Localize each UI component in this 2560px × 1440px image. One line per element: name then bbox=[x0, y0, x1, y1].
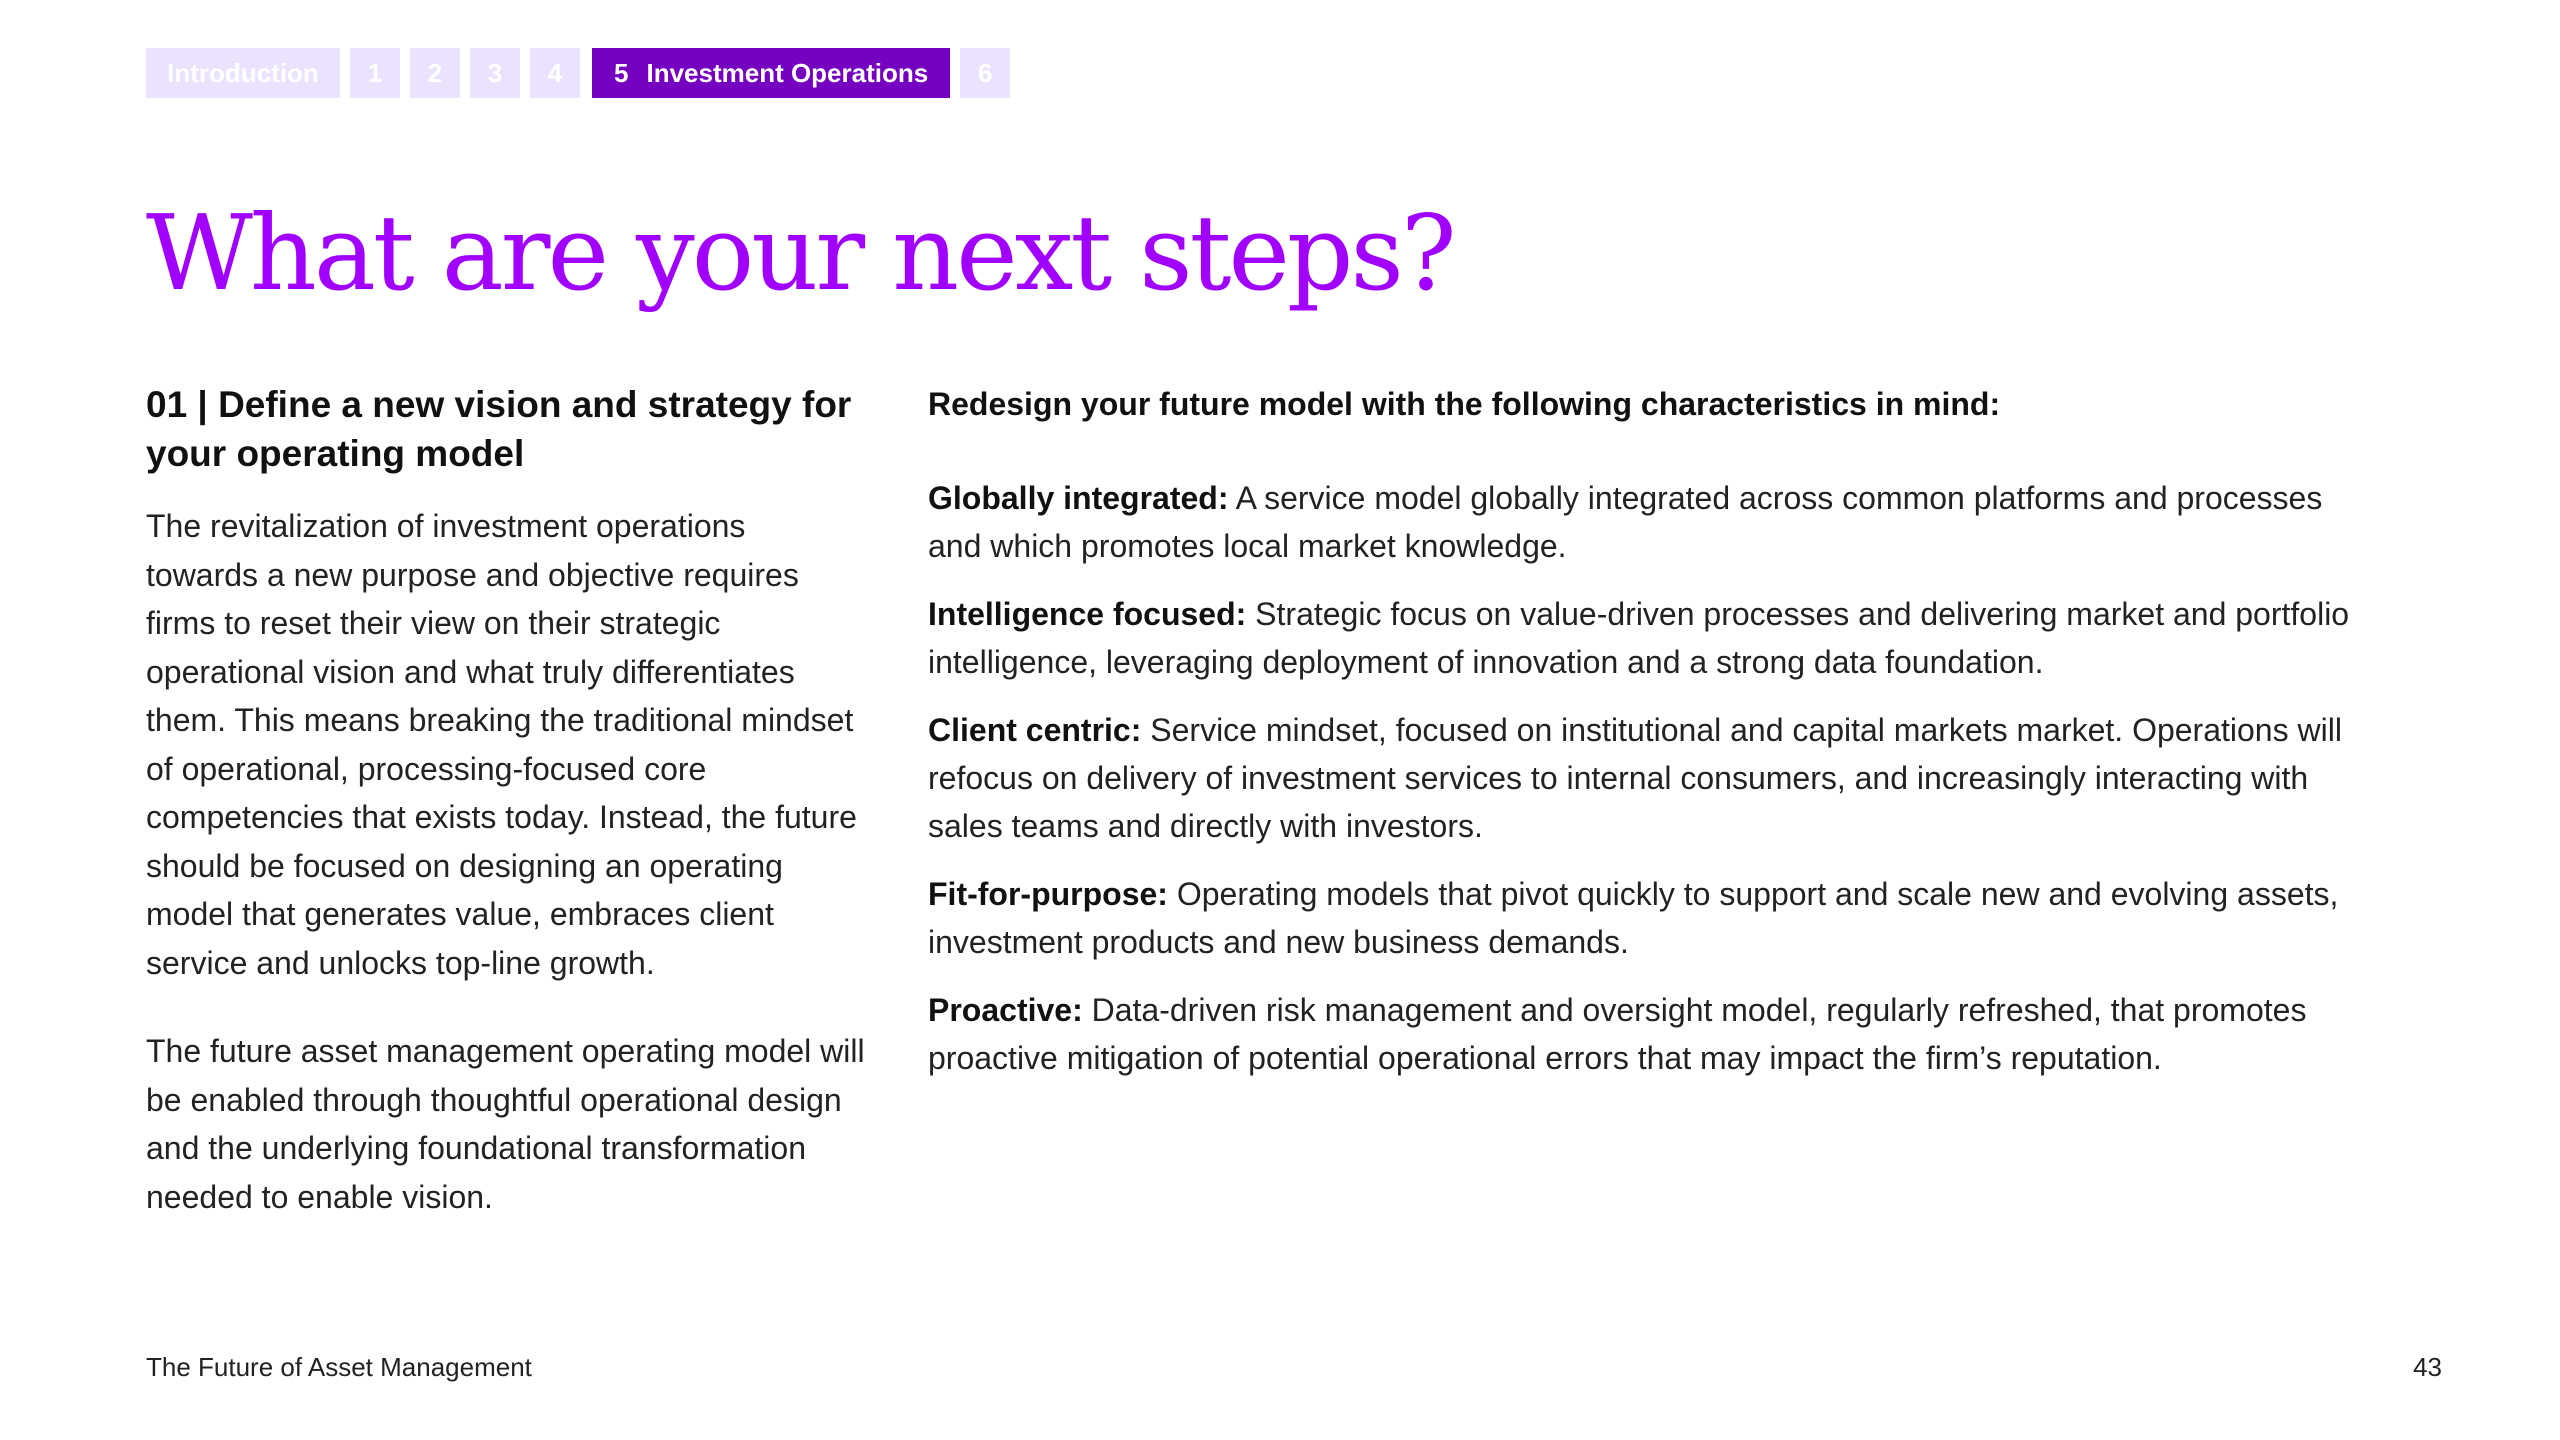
nav-tab-6[interactable]: 6 bbox=[960, 48, 1010, 98]
intro-paragraph: The revitalization of investment operations towards a new purpose and objective requires firms to reset their view on their strategic operational vision and what truly differentiates them. This means breaking the traditional mindset of operational, processing-focused core competencies that exists today. Instead, the future should be focused on designing an operating model that generates value, embraces client service and unlocks top-line growth. bbox=[146, 508, 857, 981]
nav-tab-2[interactable]: 2 bbox=[410, 48, 460, 98]
characteristic-text: Operating models that pivot quickly to support and scale new and evolving assets, investment products and new business demands. bbox=[928, 876, 2339, 960]
characteristic-text: Data-driven risk management and oversight model, regularly refreshed, that promotes proactive mitigation of potential operational errors that may impact the firm’s reputation. bbox=[928, 992, 2307, 1076]
characteristic-term: Fit-for-purpose: bbox=[928, 876, 1168, 912]
characteristic-text: Service mindset, focused on institutional and capital markets market. Operations will refocus on delivery of investment services to internal consumers, and increasingly interacting with sales teams and directly with investors. bbox=[928, 712, 2342, 844]
characteristic-item bbox=[928, 706, 2368, 850]
characteristic-item bbox=[928, 870, 2368, 966]
nav-tab-3[interactable]: 3 bbox=[470, 48, 520, 98]
right-column bbox=[928, 380, 2368, 1102]
page-title: What are your next steps? bbox=[146, 192, 1454, 314]
characteristic-item bbox=[928, 474, 2368, 570]
footer-doc-title: The Future of Asset Management bbox=[146, 1352, 532, 1382]
characteristic-text: A service model globally integrated across common platforms and processes and which promotes local market knowledge. bbox=[928, 480, 2323, 564]
section-heading: 01 | Define a new vision and strategy for your operating model bbox=[146, 384, 852, 474]
footer-page-number: 43 bbox=[2413, 1352, 2442, 1382]
nav-tab-introduction[interactable]: Introduction bbox=[146, 48, 340, 98]
characteristic-term: Proactive: bbox=[928, 992, 1083, 1028]
nav-tab-active-number: 5 bbox=[614, 57, 629, 88]
section-nav bbox=[146, 48, 1010, 98]
characteristics-lead: Redesign your future model with the following characteristics in mind: bbox=[928, 386, 2001, 422]
second-paragraph: The future asset management operating model will be enabled through thoughtful operational design and the underlying foundational transformation needed to enable vision. bbox=[146, 1033, 865, 1215]
nav-tab-5-active[interactable] bbox=[592, 48, 950, 98]
nav-tab-4[interactable]: 4 bbox=[530, 48, 580, 98]
characteristic-item bbox=[928, 590, 2368, 686]
characteristic-term: Intelligence focused: bbox=[928, 596, 1247, 632]
nav-tab-1[interactable]: 1 bbox=[350, 48, 400, 98]
characteristic-item bbox=[928, 986, 2368, 1082]
characteristic-text: Strategic focus on value-driven processes and delivering market and portfolio intelligence, leveraging deployment of innovation and a strong data foundation. bbox=[928, 596, 2350, 680]
characteristic-term: Globally integrated: bbox=[928, 480, 1229, 516]
nav-tab-active-label: Investment Operations bbox=[646, 57, 929, 88]
left-column bbox=[146, 380, 866, 1261]
characteristic-term: Client centric: bbox=[928, 712, 1142, 748]
